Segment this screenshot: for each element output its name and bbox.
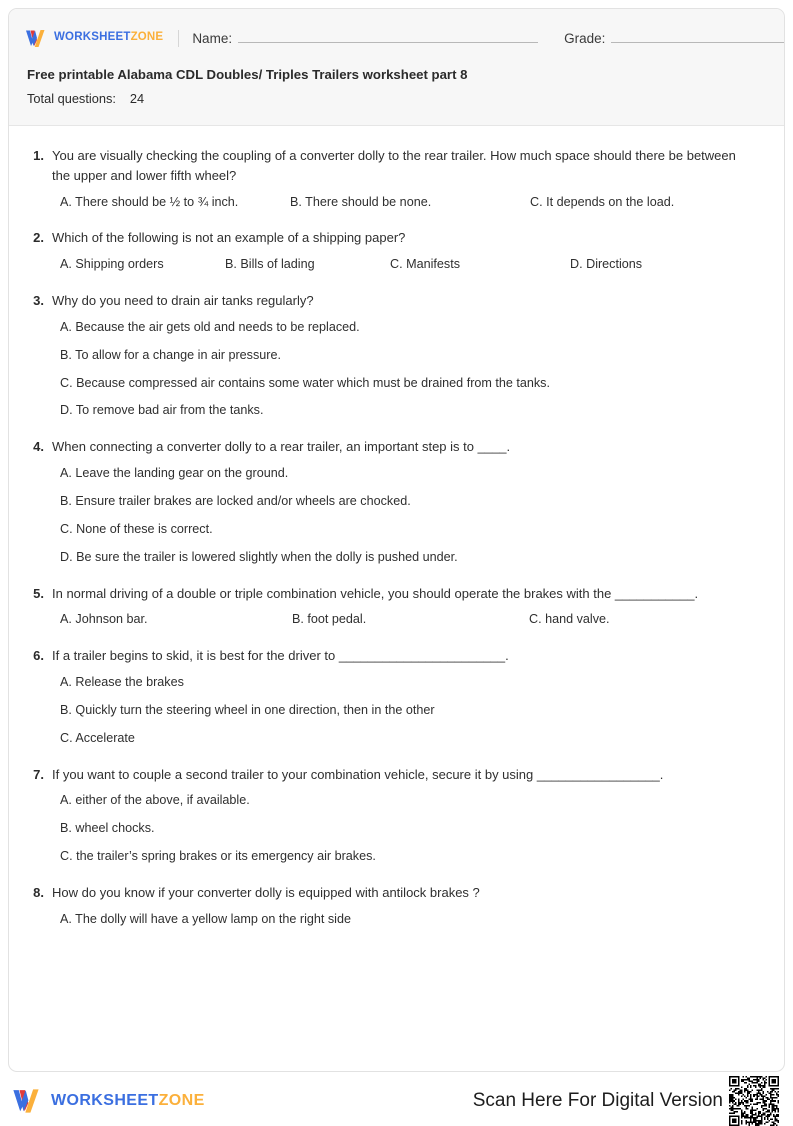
brand-word-worksheet: WORKSHEET: [54, 31, 131, 44]
option-choice[interactable]: B. There should be none.: [290, 194, 432, 209]
question-text: Why do you need to drain air tanks regularly?: [52, 293, 314, 309]
brand-word-zone: ZONE: [158, 1092, 205, 1109]
page-footer: [0, 1080, 793, 1122]
option-choice[interactable]: A. Johnson bar.: [60, 612, 148, 627]
worksheet-card: [8, 8, 785, 1072]
question-item: [31, 291, 762, 420]
option-choice[interactable]: A. Because the air gets old and needs to be replaced.: [60, 319, 360, 334]
question-number: 6.: [33, 648, 44, 664]
question-item: [31, 584, 762, 630]
name-label: Name:: [192, 31, 233, 46]
brand-wordmark-header: [54, 32, 163, 44]
question-header: [31, 228, 762, 248]
option-choice[interactable]: C. Because compressed air contains some water which must be drained from the tanks.: [60, 375, 550, 390]
option-choice[interactable]: A. There should be ½ to ¾ inch.: [60, 194, 239, 209]
question-number: 4.: [33, 439, 44, 455]
options-list: [31, 791, 762, 866]
question-item: [31, 437, 762, 566]
worksheet-zone-logo-icon: [12, 1088, 42, 1114]
option-choice[interactable]: A. either of the above, if available.: [60, 793, 250, 808]
option-choice[interactable]: B. Quickly turn the steering wheel in one direction, then in the other: [60, 702, 435, 717]
question-header: [31, 584, 762, 604]
question-text: Which of the following is not an example of a shipping paper?: [52, 230, 406, 246]
question-item: [31, 765, 762, 866]
question-number: 7.: [33, 766, 44, 782]
grade-label: Grade:: [564, 31, 606, 46]
question-text: In normal driving of a double or triple combination vehicle, you should operate the brakes with the ___________.: [52, 585, 699, 601]
scan-instruction-text: Scan Here For Digital Version: [472, 1090, 723, 1111]
question-text: When connecting a converter dolly to a rear trailer, an important step is to ____.: [52, 439, 511, 455]
question-header: [31, 883, 762, 903]
option-choice[interactable]: B. wheel chocks.: [60, 821, 155, 836]
question-number: 1.: [33, 148, 44, 163]
option-choice[interactable]: B. Ensure trailer brakes are locked and/or wheels are chocked.: [60, 493, 411, 508]
question-item: [31, 883, 762, 929]
grade-field-group: [564, 30, 785, 46]
question-header: [31, 646, 762, 666]
question-item: [31, 646, 762, 747]
question-number: 2.: [33, 230, 44, 246]
options-list: [31, 255, 762, 274]
question-text: How do you know if your converter dolly is equipped with antilock brakes ?: [52, 885, 480, 901]
question-header: [31, 146, 762, 186]
question-header: [31, 765, 762, 785]
total-questions-label: Total questions:: [27, 90, 116, 106]
option-choice[interactable]: A. The dolly will have a yellow lamp on the right side: [60, 911, 351, 926]
options-list: [31, 610, 762, 629]
total-questions-count: 24: [129, 90, 145, 106]
option-choice[interactable]: D. To remove bad air from the tanks.: [60, 403, 264, 418]
question-item: [31, 228, 762, 274]
option-choice[interactable]: C. hand valve.: [529, 612, 610, 627]
option-choice[interactable]: B. To allow for a change in air pressure.: [60, 347, 281, 362]
option-choice[interactable]: A. Release the brakes: [60, 675, 184, 690]
brand-logo-footer: [12, 1088, 205, 1114]
option-choice[interactable]: C. Accelerate: [60, 730, 135, 745]
option-choice[interactable]: C. Manifests: [390, 257, 460, 272]
options-list: [31, 193, 762, 212]
question-header: [31, 437, 762, 457]
name-input-line[interactable]: [238, 30, 538, 43]
grade-input-line[interactable]: [611, 30, 785, 43]
brand-wordmark-footer: [51, 1093, 205, 1109]
option-choice[interactable]: C. It depends on the load.: [530, 194, 675, 209]
brand-word-zone: ZONE: [130, 31, 164, 44]
option-choice[interactable]: B. foot pedal.: [292, 612, 367, 627]
question-number: 8.: [33, 885, 44, 901]
question-number: 3.: [33, 293, 44, 309]
option-choice[interactable]: C. None of these is correct.: [60, 521, 213, 536]
qr-code-icon[interactable]: [729, 1076, 779, 1126]
page-title: Free printable Alabama CDL Doubles/ Triples Trailers worksheet part 8: [27, 67, 468, 82]
header-top-row: [9, 9, 784, 51]
option-choice[interactable]: B. Bills of lading: [225, 257, 315, 272]
brand-logo-header: [25, 29, 163, 48]
option-choice[interactable]: C. the trailer’s spring brakes or its emergency air brakes.: [60, 849, 376, 864]
option-choice[interactable]: A. Shipping orders: [60, 257, 164, 272]
header-meta: [9, 51, 784, 106]
question-item: [31, 146, 762, 211]
worksheet-zone-logo-icon: [25, 29, 47, 48]
worksheet-header: [9, 9, 784, 126]
question-text: If a trailer begins to skid, it is best for the driver to _______________________.: [52, 648, 509, 664]
question-text: You are visually checking the coupling of a converter dolly to the rear trailer. How much space should there be between the upper and lower fifth wheel?: [52, 148, 736, 183]
questions-list: [9, 126, 784, 956]
question-header: [31, 291, 762, 311]
question-text: If you want to couple a second trailer to your combination vehicle, secure it by using _________________.: [52, 766, 664, 782]
options-list: [31, 910, 762, 929]
options-list: [31, 318, 762, 421]
options-list: [31, 464, 762, 567]
options-list: [31, 673, 762, 748]
question-number: 5.: [33, 585, 44, 601]
brand-word-worksheet: WORKSHEET: [51, 1092, 159, 1109]
total-questions-row: [27, 91, 768, 106]
option-choice[interactable]: D. Be sure the trailer is lowered slightly when the dolly is pushed under.: [60, 549, 458, 564]
option-choice[interactable]: A. Leave the landing gear on the ground.: [60, 466, 289, 481]
header-divider: [178, 30, 179, 47]
name-field-group: [192, 30, 538, 46]
option-choice[interactable]: D. Directions: [570, 257, 643, 272]
